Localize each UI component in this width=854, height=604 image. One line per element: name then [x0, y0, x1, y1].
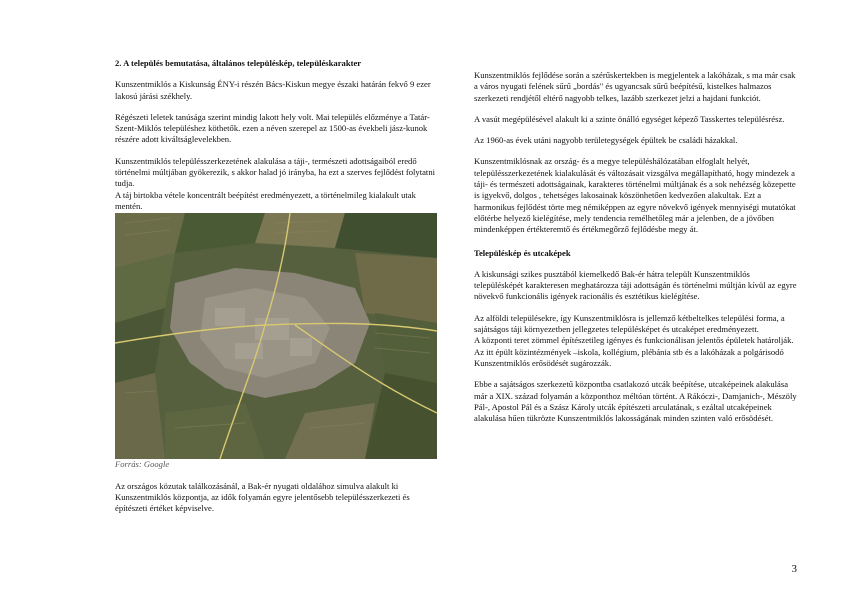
paragraph: Az alföldi településekre, így Kunszentmiklósra is jellemző kétbeltelkes települési forma, a sajátságos táji környezetben jellegzetes településképet és utcaképet eredményezett. [474, 312, 785, 335]
page-number: 3 [791, 563, 797, 575]
subsection-heading: Településkép és utcaképek [474, 247, 571, 258]
paragraph: A vasút megépülésével alakult ki a szinte önálló egységet képező Tasskertes településrész. [474, 113, 785, 124]
right-column [474, 70, 799, 434]
paragraph: A kiskunsági szikes pusztából kiemelkedő Bak-ér hátra települt Kunszentmiklós településképét karakteresen meghatározza táji adottságán és történelmi múltján kívül az egyre növekvő funkcionális igények racionális és esztétikus kielégítése. [474, 268, 797, 302]
paragraph: Kunszentmiklósnak az ország- és a megye településhálózatában elfoglalt helyét, településszerkezetének kialakulását és változásait vizsgálva megállapítható, hogy mindezek a táji- és természeti adottságainak, karakteres történelmi múltjának és a sok nehézség közepette is igyekvő, dolgos , tehetséges lakosainak köszönhetően kedvezően alakultak. Ezt a harmonikus fejlődést törte meg némiképpen az egyre növekvő igények mennyiségi mutatókat előtérbe helyező kielégítése, mely tendencia remélhetőleg már a jelenben, de a jövőben mindenképpen értékteremtő és értékmegőrző fejlődésbe megy át. [474, 156, 796, 235]
paragraph: Régészeti leletek tanúsága szerint mindig lakott hely volt. Mai település előzménye a Tatár-Szent-Miklós településhez köthetők. ezen a néven szerepel az 1500-as évekbeli jász-kunok részére adott kiváltságlevelekben. [115, 111, 430, 145]
paragraph: Az 1960-as évek utáni nagyobb területegységek épültek be családi házakkal. [474, 135, 738, 146]
left-column [115, 58, 440, 524]
paragraph: Ebbe a sajátságos szerkezetű központba csatlakozó utcák beépítése, utcaképeinek alakulása már a XIX. század folyamán a központhoz méltóan történt. A Rákóczi-, Damjanich-, Mészöly Pál-, Apostol Pál és a Szász Károly utcák építészeti arculatának, s ezáltal utcaképeinek alakulása hűen tükrözte Kunszentmiklós lakosságának minden szinten való erősödését. [474, 379, 797, 424]
image-caption: Forrás: Google [115, 459, 170, 470]
paragraph: Az országos közutak találkozásánál, a Bak-ér nyugati oldalához simulva alakult ki Kunszentmiklós központja, az idők folyamán egyre jelentősebb településszerkezeti és építészeti értéket képviselve. [115, 480, 410, 514]
paragraph: A központi teret zömmel építészetileg igényes és funkcionálisan jelentős épületek határolják. Az itt épült közintézmények –iskola, kollégium, plébánia stb és a lakóházak a polgárisodó Kunszentmiklós erősödését sugározzák. [474, 335, 794, 368]
paragraph: Kunszentmiklós fejlődése során a szérűskertekben is megjelentek a lakóházak, s ma már csak a város nyugati felének sűrű „bordás" és ugyancsak sűrű beépítésű, kistelkes halmazos szerkezeti rendjétől eltérő nagyobb telkes, lazább szerkezet jelzi a hajdani funkciót. [474, 70, 796, 103]
paragraph: Kunszentmiklós településszerkezetének alakulása a táji-, természeti adottságaiból eredő történelmi múltjában gyökerezik, s akkor halad jó irányba, ha ezt a szerves fejlődést folytatni tudja. [115, 155, 436, 189]
paragraph: Kunszentmiklós a Kiskunság ÉNY-i részén Bács-Kiskun megye északi határán fekvő 9 ezer lakosú járási székhely. [115, 79, 431, 101]
satellite-map-image [115, 213, 437, 459]
paragraph: A táj birtokba vétele koncentrált beépítést eredményezett, a történelmileg kialakult utak mentén. [115, 189, 416, 211]
section-heading: 2. A település bemutatása, általános településkép, településkarakter [115, 58, 362, 68]
